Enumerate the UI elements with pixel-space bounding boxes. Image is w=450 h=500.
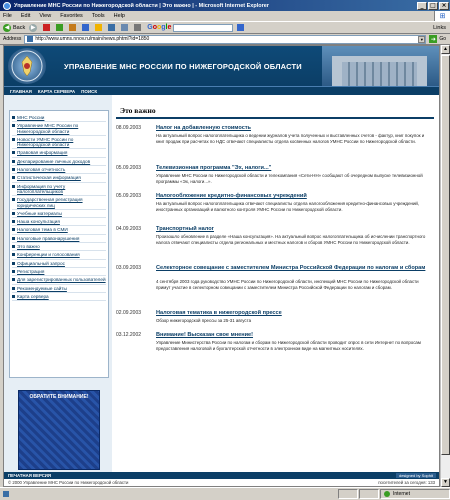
address-url: http://www.umns.nnov.ru/main/news.phtml?id=1850 xyxy=(35,36,150,42)
scroll-up-button[interactable]: ▲ xyxy=(441,45,450,54)
news-title-link[interactable]: Налогообложение кредитно-финансовых учреждений xyxy=(156,193,307,199)
news-title-link[interactable]: Транспортный налог xyxy=(156,226,214,232)
nav-sitemap-link[interactable]: КАРТА СЕРВЕРА xyxy=(37,88,76,94)
news-title-link[interactable]: Телевизионная программа "Эх, налоги..." xyxy=(156,165,272,171)
designed-by-badge[interactable]: designed by Sophit xyxy=(396,473,436,478)
main-content xyxy=(116,95,439,472)
refresh-icon xyxy=(56,24,63,31)
sidebar-item-important[interactable]: Это важно xyxy=(12,243,106,251)
copyright-text: © 2000 Управление МНС России по Нижегородской области xyxy=(8,480,129,485)
news-body: Произошло обновление в разделе «Наша консультация». На актуальный вопрос налогоплательщика об исчислении транспортного налога отвечают специалисты отдела региональных и местных налогов и сборов УМНС России по Нижегородской области. xyxy=(156,234,426,245)
google-search-icon xyxy=(237,24,244,31)
windows-logo-icon: ⊞ xyxy=(434,11,450,21)
window-title: Управление МНС России по Нижегородской области | Это важно | - Microsoft Internet Explorer xyxy=(14,2,269,9)
google-search-input[interactable] xyxy=(173,24,233,32)
sidebar-item-conferences[interactable]: Конференции и голосования xyxy=(12,251,106,259)
menu-favorites[interactable]: Favorites xyxy=(60,13,83,19)
title-divider xyxy=(116,117,434,119)
menu-bar xyxy=(0,11,450,22)
sidebar-item-sitemap[interactable]: Карта сервера xyxy=(12,293,106,301)
news-body: Управление МНС России по Нижегородской области и телекомпания «Сети-НН» сообщают об очередном выпуске телевизионной программы «Эх, налоги...». xyxy=(156,173,423,184)
news-body: Управление Министерства России по налогам и сборам по Нижегородской области проводит опрос в сети Интернет по вопросам предоставления налоговой и бухгалтерской отчетности в электронном виде на магнитных носителях. xyxy=(156,340,421,351)
news-title-link[interactable]: Внимание! Высказан свое мнение! xyxy=(156,332,254,338)
google-search-button[interactable] xyxy=(237,24,246,31)
scroll-down-button[interactable]: ▼ xyxy=(441,478,450,487)
nav-search-link[interactable]: ПОИСК xyxy=(81,88,98,94)
sidebar-item-management[interactable]: Управление МНС России по Нижегородской области xyxy=(12,122,106,136)
menu-edit[interactable]: Edit xyxy=(20,13,31,19)
sidebar-item-mns-russia[interactable]: МНС России xyxy=(12,114,106,122)
printer-icon xyxy=(134,24,141,31)
globe-icon xyxy=(384,491,390,497)
history-icon xyxy=(108,24,115,31)
home-button[interactable] xyxy=(69,24,78,31)
stop-button[interactable] xyxy=(43,24,52,31)
security-zone xyxy=(380,489,450,499)
news-title-link[interactable]: Селекторное совещание с заместителем Министра Российской Федерации по налогам и сборам xyxy=(156,265,426,271)
zone-label: Internet xyxy=(393,491,410,497)
address-input[interactable] xyxy=(24,35,426,44)
visit-counter: посетителей за сегодня: 133 xyxy=(378,480,435,485)
status-segment xyxy=(338,489,358,499)
history-button[interactable] xyxy=(108,24,117,31)
sidebar-nav xyxy=(9,110,109,378)
toolbar xyxy=(0,22,450,34)
search-button[interactable] xyxy=(82,24,91,31)
news-title-link[interactable]: Налог на добавленную стоимость xyxy=(156,125,251,131)
back-arrow-icon: ◀ xyxy=(4,25,10,31)
ie-icon xyxy=(3,2,11,10)
window-titlebar xyxy=(0,0,450,11)
news-date: 03.09.2003 xyxy=(116,265,142,271)
menu-tools[interactable]: Tools xyxy=(91,13,105,19)
print-version-link[interactable]: ПЕЧАТНАЯ ВЕРСИЯ xyxy=(8,473,51,478)
site-title: УПРАВЛЕНИЕ МНС РОССИИ ПО НИЖЕГОРОДСКОЙ ОБЛАСТИ xyxy=(64,62,302,71)
emblem-logo xyxy=(8,48,46,84)
star-icon xyxy=(95,24,102,31)
news-date: 08.09.2003 xyxy=(116,125,142,131)
page-viewport xyxy=(3,45,440,487)
go-button[interactable] xyxy=(429,35,446,43)
header-building-photo xyxy=(322,46,439,86)
footer-bar xyxy=(4,472,439,479)
news-body: Обзор нижегородской прессы за 25-31 августа xyxy=(156,318,252,323)
print-button[interactable] xyxy=(134,24,143,31)
stop-icon xyxy=(43,24,50,31)
sidebar-item-training[interactable]: Учебные материалы xyxy=(12,210,106,218)
status-bar xyxy=(0,487,450,500)
sidebar-item-news[interactable]: Новости УМНС России по Нижегородской области xyxy=(12,136,106,150)
left-sidebar xyxy=(4,95,112,472)
back-label: Back xyxy=(13,24,26,31)
search-icon xyxy=(82,24,89,31)
favorites-button[interactable] xyxy=(95,24,104,31)
scroll-thumb[interactable] xyxy=(441,55,450,455)
maximize-button[interactable]: □ xyxy=(428,2,438,10)
news-date: 04.09.2003 xyxy=(116,226,142,232)
menu-view[interactable]: View xyxy=(39,13,52,19)
mail-button[interactable] xyxy=(121,24,130,31)
sidebar-item-registration[interactable]: Регистрация xyxy=(12,268,106,276)
minimize-button[interactable]: _ xyxy=(417,2,427,10)
sidebar-item-income-declaration[interactable]: Декларирование личных доходов xyxy=(12,158,106,166)
refresh-button[interactable] xyxy=(56,24,65,31)
sidebar-item-recommended-sites[interactable]: Рекомендуемые сайты xyxy=(12,285,106,293)
sidebar-item-taxpayer-registration-info[interactable]: Информация по учету налогоплательщиков xyxy=(12,183,106,197)
site-top-nav xyxy=(4,86,439,95)
menu-file[interactable]: File xyxy=(3,13,12,19)
news-date: 05.09.2003 xyxy=(116,165,142,171)
news-title-link[interactable]: Налоговая тематика в нижегородской прессе xyxy=(156,310,282,316)
address-label: Address xyxy=(3,36,22,42)
footer-info xyxy=(4,479,439,486)
menu-help[interactable]: Help xyxy=(113,13,125,19)
page-title: Это важно xyxy=(120,106,156,115)
go-arrow-icon: ➜ xyxy=(430,36,436,43)
address-dropdown-button[interactable]: ▼ xyxy=(419,36,424,42)
links-button[interactable] xyxy=(433,25,446,31)
home-icon xyxy=(69,24,76,31)
sidebar-item-official-request[interactable]: Официальный запрос xyxy=(12,260,106,268)
forward-arrow-icon: ▶ xyxy=(30,25,36,31)
status-segment xyxy=(359,489,379,499)
news-date: 02.09.2003 xyxy=(116,310,142,316)
news-date: 03.12.2002 xyxy=(116,332,142,338)
attention-banner[interactable] xyxy=(18,390,100,470)
sidebar-item-legal-info[interactable]: Правовая информация xyxy=(12,149,106,157)
nav-home-link[interactable]: ГЛАВНАЯ xyxy=(10,88,32,94)
sidebar-item-tax-reporting[interactable]: Налоговая отчетность xyxy=(12,166,106,174)
attention-title: ОБРАТИТЕ ВНИМАНИЕ! xyxy=(29,394,89,400)
news-body: На актуальный вопрос налогоплательщика отвечают специалисты отдела налогообложения кредитно-финансовых учреждений, иностранных организаций и валютного контроля УМНС России по Нижегородской области. xyxy=(156,201,420,212)
sidebar-item-consultation[interactable]: Наша консультация xyxy=(12,218,106,226)
status-text xyxy=(3,491,337,497)
news-date: 05.09.2003 xyxy=(116,193,142,199)
page-icon xyxy=(27,36,33,42)
site-header xyxy=(4,46,439,86)
back-button[interactable] xyxy=(3,24,25,32)
links-label: Links xyxy=(433,24,446,31)
sidebar-item-registered-users[interactable]: Для зарегистрированных пользователей xyxy=(12,276,106,284)
page-done-icon xyxy=(3,491,9,497)
sidebar-item-violations[interactable]: Налоговые правонарушения xyxy=(12,235,106,243)
forward-button[interactable] xyxy=(29,24,39,32)
news-body: На актуальный вопрос налогоплательщика о ведении журналов учета полученных и выставленных счетов - фактур, книг покупок и книг продаж при расчетах по НДС отвечают специалисты отдела косвенных налогов УМНС России по Нижегородской области. xyxy=(156,133,425,144)
mail-icon xyxy=(121,24,128,31)
google-toolbar-logo: Google xyxy=(147,24,172,31)
news-body: 4 сентября 2003 года руководство УМНС России по Нижегородской области, инспекций МНС России по Нижегородской области примут участие в селекторном совещании с заместителем Министра Российской Федерации по налогам и сборам. xyxy=(156,279,419,290)
go-label: Go xyxy=(439,36,446,42)
close-button[interactable]: × xyxy=(439,2,449,10)
sidebar-item-media[interactable]: Налоговая тема в СМИ xyxy=(12,226,106,234)
sidebar-item-statistics[interactable]: Статистическая информация xyxy=(12,174,106,182)
address-bar xyxy=(0,34,450,45)
sidebar-item-state-registration[interactable]: Государственная регистрация юридических лиц xyxy=(12,196,106,210)
vertical-scrollbar[interactable] xyxy=(440,45,450,487)
